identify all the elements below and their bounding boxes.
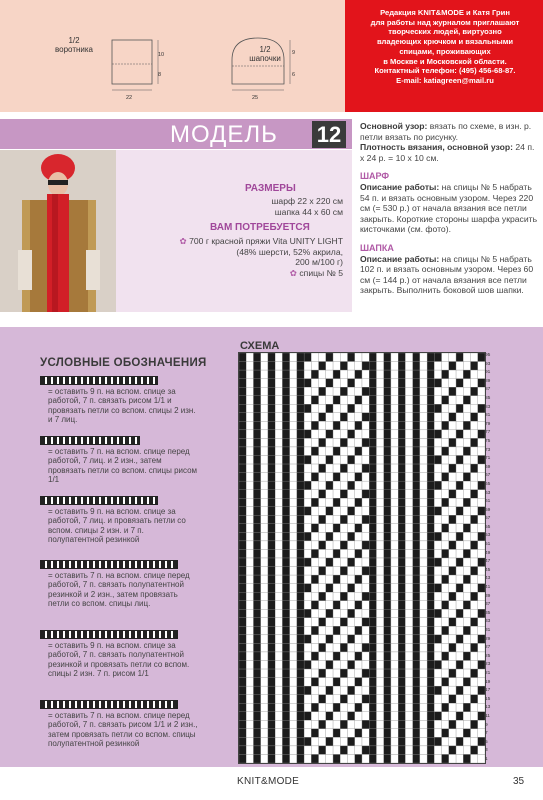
scarf-title: ШАРФ: [360, 171, 390, 182]
row-number: 41: [485, 585, 491, 591]
density-label: Плотность вязания, основной узор:: [360, 142, 513, 153]
model-number: 12: [312, 121, 346, 148]
editorial-box: [345, 0, 543, 112]
row-number: 61: [485, 499, 491, 505]
row-number: 23: [485, 662, 491, 668]
row-number: 75: [485, 438, 491, 444]
editorial-line: для работы над журналом приглашают: [370, 17, 520, 27]
hat-dim-1: 9: [292, 50, 296, 56]
row-number: 71: [485, 456, 491, 462]
row-number: 15: [485, 696, 491, 702]
row-number: 45: [485, 567, 491, 573]
legend-symbol: [40, 436, 140, 445]
row-number: 19: [485, 679, 491, 685]
collar-dim-3: 22: [126, 95, 133, 101]
row-number: 35: [485, 610, 491, 616]
legend-text: = оставить 7 п. на вспом. спице перед работой, 7 п. связать рисом 1/1 и 2 изн., затем провязать петли со вспом. спицы полупатентной резинкой: [48, 711, 198, 749]
row-number: 39: [485, 593, 491, 599]
row-number: 17: [485, 688, 491, 694]
row-number: 25: [485, 653, 491, 659]
hat-dim-3: 25: [252, 95, 259, 101]
legend-title: УСЛОВНЫЕ ОБОЗНАЧЕНИЯ: [40, 357, 207, 369]
row-number: 37: [485, 602, 491, 608]
row-number: 81: [485, 413, 491, 419]
row-number: 77: [485, 430, 491, 436]
legend-symbol: [40, 700, 178, 709]
row-number: 49: [485, 550, 491, 556]
row-number: 43: [485, 576, 491, 582]
row-number: 95: [485, 353, 491, 358]
row-number: 63: [485, 490, 491, 496]
hat-diagram: [220, 30, 320, 102]
hat-label: 1/2 шапочки: [249, 45, 281, 63]
scarf-text: на спицы № 5 набрать 54 п. и вязать основным узором. Через 220 см (= 530 р.) от начала вязания все петли закрыть. Короткие стороны шарфа украсить кисточками (см. фото).: [360, 181, 538, 235]
collar-dim-2: 8: [158, 72, 162, 78]
instructions-column: [360, 121, 538, 296]
editorial-line: Редакция KNIT&MODE и Катя Грин: [380, 8, 510, 17]
hat-text: на спицы № 5 набрать 102 п. и вязать основным узором. Через 60 см (= 144 р.) от начала вязания все петли закрыть. Выполнить боковой шов шапки.: [360, 253, 534, 296]
legend-item: [40, 700, 200, 749]
model-photo-drawing: [0, 150, 116, 312]
material-line: 700 г красной пряжи Vita UNITY LIGHT: [189, 236, 343, 246]
row-number: 69: [485, 464, 491, 470]
row-number: 13: [485, 705, 491, 711]
materials-title: ВАМ ПОТРЕБУЕТСЯ: [210, 222, 310, 233]
model-word: МОДЕЛЬ: [170, 121, 278, 148]
row-number: 59: [485, 507, 491, 513]
schema-title: СХЕМА: [240, 340, 280, 352]
density-text: 24 п. х 24 р. = 10 х 10 см.: [360, 142, 535, 163]
row-number: 5: [485, 739, 488, 745]
sizes-list: [272, 196, 343, 217]
legend-item: [40, 630, 200, 679]
flower-icon: ✿: [179, 236, 187, 246]
legend-text: = оставить 9 п. на вспом. спице за работой, 7 п. связать полупатентной резинкой и провязать петли со вспом. спицы 2 изн. 7 п. рисом 1/1: [48, 641, 190, 679]
page-number: 35: [513, 776, 525, 787]
row-number: 91: [485, 370, 491, 376]
row-number: 93: [485, 361, 491, 367]
legend-text: = оставить 7 п. на вспом. спице перед работой, 7 лиц. и 2 изн., затем провязать петли со вспом. спицы рисом 1/1: [48, 447, 198, 485]
editorial-line: спицами, проживающих: [399, 46, 491, 56]
legend-text: = оставить 7 п. на вспом. спице перед работой, 7 п. связать полупатентной резинкой и 2 изн., затем провязать петли со вспом. спицы лиц.: [48, 571, 190, 609]
hat-title: ШАПКА: [360, 242, 394, 253]
legend-text: = оставить 9 п. на вспом. спице за работой, 7 п. связать рисом 1/1 и провязать петли со вспом. спицы 2 изн. и 7 лиц.: [48, 387, 196, 425]
row-number: 11: [485, 713, 490, 719]
row-number: 55: [485, 524, 491, 530]
legend-text: = оставить 9 п. на вспом. спице за работой, 7 лиц. и провязать петли со вспом. спицы 2 изн. и 7 п. полупатентной резинкой: [48, 507, 186, 545]
legend-item: [40, 436, 200, 485]
editorial-line: владеющих крючком и вязальными: [376, 37, 514, 47]
editorial-line: Контактный телефон: (495) 456-68-87.: [374, 66, 516, 76]
row-number: 79: [485, 421, 491, 427]
collar-label: 1/2 воротника: [54, 36, 93, 54]
legend-symbol: [40, 560, 178, 569]
row-number: 51: [485, 542, 491, 548]
legend-symbol: [40, 630, 178, 639]
editorial-line: творческих людей, виртуозно: [388, 27, 502, 37]
row-numbers: [485, 352, 501, 762]
row-number: 47: [485, 559, 491, 565]
row-number: 87: [485, 387, 491, 393]
row-number: 57: [485, 516, 491, 522]
material-line: 200 м/100 г): [295, 257, 343, 267]
collar-dim-1: 10: [158, 52, 165, 58]
legend-item: [40, 496, 200, 545]
footer-brand: KNIT&MODE: [237, 776, 300, 787]
row-number: 21: [485, 670, 491, 676]
material-line: спицы № 5: [299, 267, 343, 278]
row-number: 1: [485, 756, 488, 762]
hat-dim-2: 6: [292, 72, 296, 78]
legend-item: [40, 560, 200, 609]
row-number: 67: [485, 473, 491, 479]
editorial-line: в Москве и Московской области.: [383, 56, 507, 66]
material-line: (48% шерсти, 52% акрила,: [236, 246, 343, 257]
materials-list: [180, 236, 343, 278]
legend-item: [40, 376, 200, 425]
row-number: 7: [485, 731, 488, 737]
row-number: 9: [485, 722, 488, 728]
size-line: шапка 44 х 60 см: [274, 206, 343, 217]
legend-symbol: [40, 376, 158, 385]
model-photo: [0, 150, 116, 312]
row-number: 29: [485, 636, 491, 642]
pattern-text: вязать по схеме, в изн. р. петли вязать по рисунку.: [360, 121, 532, 142]
editorial-email: E-mail: katiagreen@mail.ru: [396, 75, 494, 85]
pattern-label: Основной узор:: [360, 121, 428, 131]
sizes-title: РАЗМЕРЫ: [245, 183, 296, 194]
size-line: шарф 22 х 220 см: [271, 196, 343, 206]
row-number: 3: [485, 748, 488, 754]
row-number: 65: [485, 481, 491, 487]
row-number: 89: [485, 378, 491, 384]
row-number: 31: [485, 628, 491, 633]
scarf-work-label: Описание работы:: [360, 181, 440, 192]
row-number: 85: [485, 395, 491, 401]
legend-symbol: [40, 496, 158, 505]
row-number: 73: [485, 447, 491, 453]
row-number: 53: [485, 533, 491, 539]
row-number: 27: [485, 645, 491, 651]
hat-work-label: Описание работы:: [360, 253, 440, 264]
row-number: 33: [485, 619, 491, 625]
knit-chart-grid: [238, 352, 486, 764]
flower-icon: ✿: [289, 267, 297, 278]
row-number: 83: [485, 404, 491, 410]
